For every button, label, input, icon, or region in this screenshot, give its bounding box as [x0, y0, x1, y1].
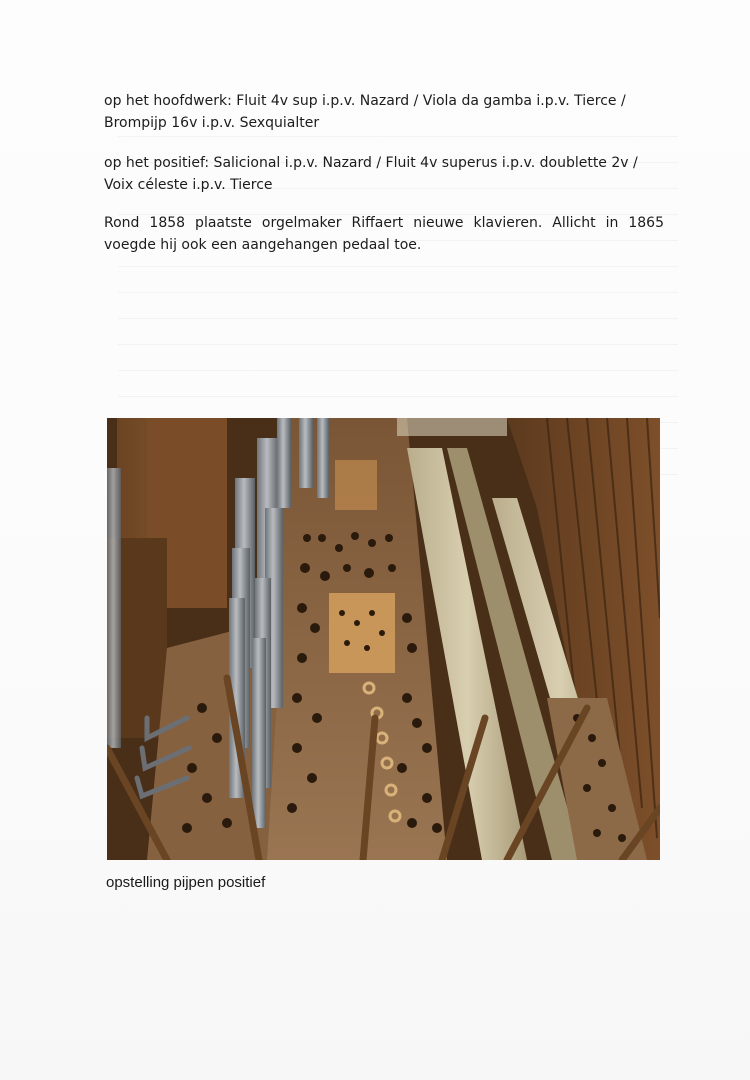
paragraph-riffaert: Rond 1858 plaatste orgelmaker Riffaert nieuwe klavieren. Allicht in 1865 voegde hij ook een aangehangen pedaal toe. — [104, 215, 664, 253]
organ-photo-illustration — [107, 418, 660, 860]
paragraph-positief: op het positief: Salicional i.p.v. Nazard / Fluit 4v superus i.p.v. doublette 2v / Voix céleste i.p.v. Tierce — [104, 155, 638, 193]
photo-caption: opstelling pijpen positief — [106, 874, 266, 891]
paragraph-hoofdwerk: op het hoofdwerk: Fluit 4v sup i.p.v. Nazard / Viola da gamba i.p.v. Tierce / Brompijp 16v i.p.v. Sexquialter — [104, 93, 626, 131]
organ-photo — [107, 418, 660, 860]
